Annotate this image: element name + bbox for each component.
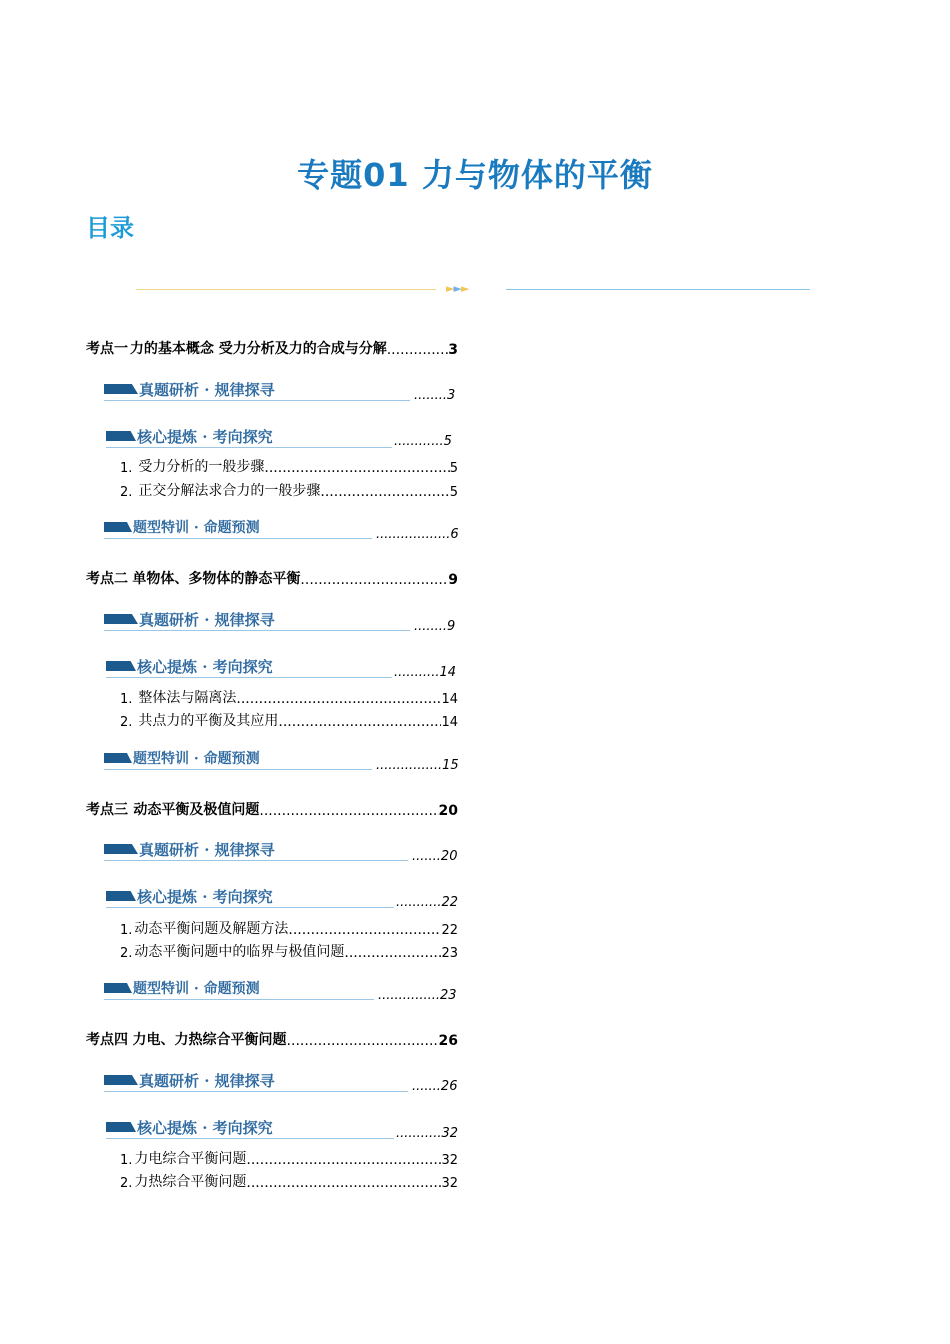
badge-tixing[interactable] <box>104 977 260 999</box>
badge-page: ...........22 <box>396 895 458 910</box>
section-label: 考点三 <box>86 802 128 818</box>
leader-dots <box>264 460 449 476</box>
section-label: 考点一 <box>86 341 128 357</box>
toc-item[interactable] <box>120 918 458 938</box>
badge-hexin[interactable] <box>106 425 273 447</box>
badge-underline <box>104 630 410 631</box>
leader-dots <box>300 572 448 588</box>
leader-dots <box>259 803 438 819</box>
banner-flag-icon <box>104 384 138 394</box>
badge-zhenti[interactable] <box>104 838 275 860</box>
badge-label: 真题研析 · 规律探寻 <box>139 840 275 859</box>
banner-flag-icon <box>104 844 138 854</box>
toc-section-3[interactable] <box>86 799 458 819</box>
badge-page: ...........14 <box>394 665 456 680</box>
badge-underline <box>106 1138 394 1139</box>
item-number: 2. <box>120 485 133 500</box>
badge-underline <box>104 769 372 770</box>
toc-item[interactable] <box>120 1148 458 1168</box>
toc-item[interactable] <box>120 710 458 730</box>
badge-hexin[interactable] <box>106 1116 273 1138</box>
item-page: 32 <box>441 1176 458 1191</box>
item-page: 23 <box>441 946 458 961</box>
item-number: 1. <box>120 923 133 938</box>
divider-line-left <box>136 289 436 290</box>
item-page: 5 <box>449 485 458 500</box>
leader-dots <box>278 714 441 730</box>
item-page: 14 <box>441 692 458 707</box>
item-number: 2. <box>120 715 133 730</box>
toc-section-4[interactable] <box>86 1029 458 1049</box>
badge-underline <box>104 400 410 401</box>
section-page: 9 <box>448 572 458 588</box>
badge-page: ................15 <box>376 758 459 773</box>
badge-label: 题型特训 · 命题预测 <box>133 751 260 767</box>
section-title: 动态平衡及极值问题 <box>133 802 260 818</box>
banner-flag-icon <box>106 661 136 671</box>
leader-dots <box>246 1152 441 1168</box>
toc-section-2[interactable] <box>86 568 458 588</box>
badge-zhenti[interactable] <box>104 1069 275 1091</box>
leader-dots <box>246 1175 441 1191</box>
item-number: 1. <box>120 461 133 476</box>
item-page: 14 <box>441 715 458 730</box>
badge-page: ........9 <box>414 619 456 634</box>
leader-dots <box>387 342 449 358</box>
toc-item[interactable] <box>120 941 458 961</box>
banner-flag-icon <box>106 431 136 441</box>
leader-dots <box>344 945 441 961</box>
divider-line-right <box>506 289 810 290</box>
section-label: 考点二 <box>86 571 128 587</box>
section-page: 20 <box>438 803 458 819</box>
section-title: 力电、力热综合平衡问题 <box>132 1032 287 1048</box>
leader-dots <box>287 1033 439 1049</box>
item-title: 受力分析的一般步骤 <box>138 459 265 475</box>
badge-zhenti[interactable] <box>104 378 275 400</box>
banner-flag-icon <box>104 983 132 993</box>
section-page: 26 <box>438 1033 458 1049</box>
badge-underline <box>104 538 372 539</box>
badge-page: .......26 <box>412 1079 458 1094</box>
badge-page: ..................6 <box>376 527 459 542</box>
document-title: 专题01 力与物体的平衡 <box>297 156 653 194</box>
item-number: 2. <box>120 1176 133 1191</box>
badge-label: 核心提炼 · 考向探究 <box>137 887 273 906</box>
badge-hexin[interactable] <box>106 655 273 677</box>
badge-page: ............5 <box>394 434 452 449</box>
section-title: 力的基本概念 受力分析及力的合成与分解 <box>129 341 387 357</box>
badge-label: 题型特训 · 命题预测 <box>133 520 260 536</box>
item-page: 5 <box>449 461 458 476</box>
item-title: 力电综合平衡问题 <box>134 1151 247 1167</box>
badge-label: 核心提炼 · 考向探究 <box>137 427 273 446</box>
toc-item[interactable] <box>120 480 458 500</box>
badge-label: 核心提炼 · 考向探究 <box>137 1118 273 1137</box>
divider-arrows-icon: ►►► <box>446 282 469 295</box>
item-title: 整体法与隔离法 <box>138 690 237 706</box>
item-title: 动态平衡问题中的临界与极值问题 <box>134 944 345 960</box>
section-label: 考点四 <box>86 1032 128 1048</box>
divider <box>136 280 810 300</box>
banner-flag-icon <box>104 1075 138 1085</box>
badge-label: 真题研析 · 规律探寻 <box>139 1071 275 1090</box>
badge-page: ........3 <box>414 388 456 403</box>
badge-underline <box>104 999 374 1000</box>
banner-flag-icon <box>104 753 132 763</box>
item-page: 32 <box>441 1153 458 1168</box>
leader-dots <box>288 922 441 938</box>
leader-dots <box>320 484 449 500</box>
toc-section-1[interactable] <box>86 338 458 358</box>
badge-page: ...............23 <box>378 988 457 1003</box>
item-number: 1. <box>120 692 133 707</box>
badge-underline <box>106 677 392 678</box>
section-title: 单物体、多物体的静态平衡 <box>132 571 301 587</box>
badge-label: 真题研析 · 规律探寻 <box>139 610 275 629</box>
badge-label: 题型特训 · 命题预测 <box>133 981 260 997</box>
toc-item[interactable] <box>120 687 458 707</box>
badge-underline <box>104 860 408 861</box>
banner-flag-icon <box>104 614 138 624</box>
item-number: 1. <box>120 1153 133 1168</box>
item-title: 力热综合平衡问题 <box>134 1174 247 1190</box>
item-page: 22 <box>441 923 458 938</box>
item-title: 共点力的平衡及其应用 <box>138 713 279 729</box>
badge-page: .......20 <box>412 849 458 864</box>
badge-underline <box>106 907 394 908</box>
toc-item[interactable] <box>120 456 458 476</box>
badge-label: 真题研析 · 规律探寻 <box>139 380 275 399</box>
badge-label: 核心提炼 · 考向探究 <box>137 657 273 676</box>
banner-flag-icon <box>106 1122 136 1132</box>
badge-page: ...........32 <box>396 1126 458 1141</box>
badge-underline <box>104 1091 408 1092</box>
toc-item[interactable] <box>120 1171 458 1191</box>
badge-zhenti[interactable] <box>104 608 275 630</box>
item-title: 动态平衡问题及解题方法 <box>134 921 289 937</box>
badge-underline <box>106 447 392 448</box>
banner-flag-icon <box>104 522 132 532</box>
toc-heading: 目录 <box>86 214 134 242</box>
item-number: 2. <box>120 946 133 961</box>
badge-tixing[interactable] <box>104 747 260 769</box>
leader-dots <box>236 691 441 707</box>
item-title: 正交分解法求合力的一般步骤 <box>138 483 321 499</box>
section-page: 3 <box>448 342 458 358</box>
badge-tixing[interactable] <box>104 516 260 538</box>
badge-hexin[interactable] <box>106 885 273 907</box>
banner-flag-icon <box>106 891 136 901</box>
